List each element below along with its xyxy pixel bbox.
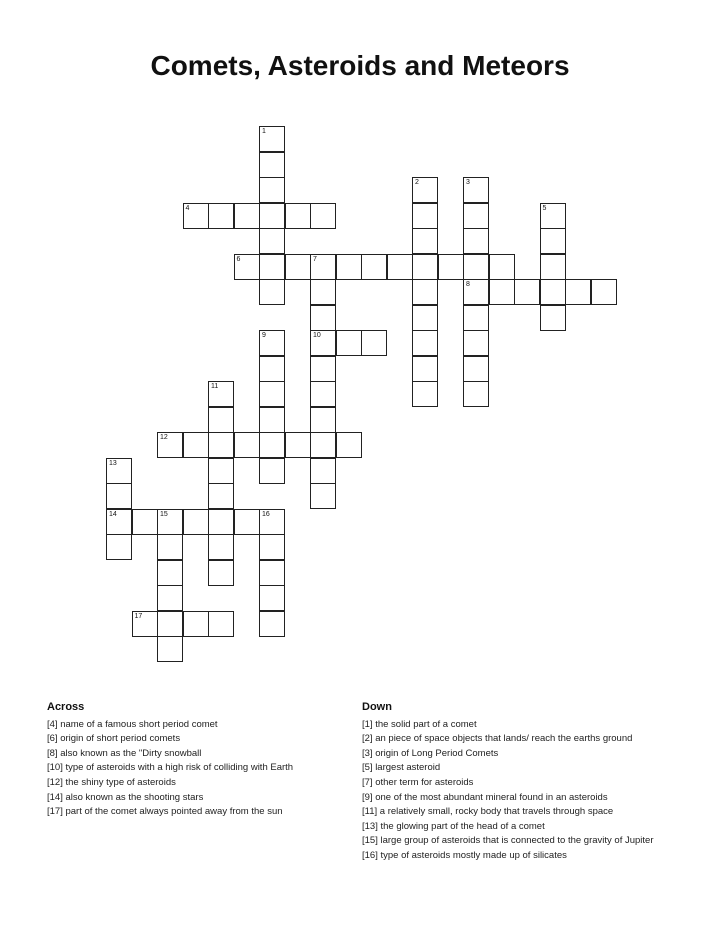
grid-cell[interactable] xyxy=(106,483,132,509)
grid-cell[interactable] xyxy=(310,458,336,484)
grid-cell[interactable] xyxy=(157,534,183,560)
clue-number: 13 xyxy=(109,459,117,467)
grid-cell[interactable] xyxy=(208,432,234,458)
grid-cell[interactable] xyxy=(514,279,540,305)
down-clue: [11] a relatively small, rocky body that travels through space xyxy=(362,806,614,818)
grid-cell[interactable] xyxy=(540,305,566,331)
grid-cell[interactable] xyxy=(208,509,234,535)
grid-cell[interactable] xyxy=(463,279,489,305)
clue-number: 11 xyxy=(211,383,219,390)
clue-number: 4 xyxy=(185,204,190,212)
clue-number: 16 xyxy=(262,510,270,518)
grid-cell[interactable] xyxy=(183,432,209,458)
grid-cell[interactable] xyxy=(361,254,387,280)
grid-cell[interactable] xyxy=(412,254,438,280)
grid-cell[interactable] xyxy=(540,254,566,280)
grid-cell[interactable] xyxy=(310,381,336,407)
clue-number: 2 xyxy=(415,179,419,186)
page-title: Comets, Asteroids and Meteors xyxy=(150,50,570,81)
grid-cell[interactable] xyxy=(106,509,132,535)
grid-cell[interactable] xyxy=(387,254,413,280)
grid-cell[interactable] xyxy=(106,534,132,560)
grid-cell[interactable] xyxy=(208,203,234,229)
clue-number: 10 xyxy=(313,332,321,339)
grid-cell[interactable] xyxy=(157,432,183,458)
grid-cell[interactable] xyxy=(285,203,311,229)
grid-cell[interactable] xyxy=(310,407,336,433)
grid-cell[interactable] xyxy=(259,560,285,586)
grid-cell[interactable] xyxy=(591,279,617,305)
grid-cell[interactable] xyxy=(463,381,489,407)
grid-cell[interactable] xyxy=(463,356,489,382)
grid-cell[interactable] xyxy=(412,330,438,356)
grid-cell[interactable] xyxy=(336,330,362,356)
down-clue: [7] other term for asteroids xyxy=(362,776,474,788)
grid-cell[interactable] xyxy=(208,534,234,560)
down-clues xyxy=(362,700,672,864)
grid-cell[interactable] xyxy=(463,177,489,203)
grid-cell[interactable] xyxy=(412,381,438,407)
down-clue: [9] one of the most abundant mineral found in an asteroids xyxy=(362,791,608,803)
grid-cell[interactable] xyxy=(540,203,566,229)
grid-cell[interactable] xyxy=(463,203,489,229)
grid-cell[interactable] xyxy=(310,279,336,305)
grid-cell[interactable] xyxy=(183,611,209,637)
grid-cell[interactable] xyxy=(438,254,464,280)
grid-cell[interactable] xyxy=(259,432,285,458)
grid-cell[interactable] xyxy=(310,203,336,229)
grid-cell[interactable] xyxy=(106,458,132,484)
down-clue: [15] large group of asteroids that is connected to the gravity of Jupiter xyxy=(362,835,654,847)
grid-cell[interactable] xyxy=(259,330,285,356)
grid-cell[interactable] xyxy=(540,279,566,305)
grid-cell[interactable] xyxy=(234,254,260,280)
down-clue: [3] origin of Long Period Comets xyxy=(362,747,499,759)
clue-number: 7 xyxy=(313,255,317,263)
grid-cell[interactable] xyxy=(157,509,183,535)
grid-cell[interactable] xyxy=(259,228,285,254)
grid-cell[interactable] xyxy=(157,560,183,586)
grid-cell[interactable] xyxy=(259,611,285,637)
grid-cell[interactable] xyxy=(310,305,336,331)
grid-cell[interactable] xyxy=(412,177,438,203)
grid-cell[interactable] xyxy=(489,254,515,280)
across-clue: [8] also known as the "Dirty snowball xyxy=(47,747,202,759)
grid-cell[interactable] xyxy=(259,585,285,611)
grid-cell[interactable] xyxy=(183,509,209,535)
clue-number: 8 xyxy=(466,281,470,288)
grid-cell[interactable] xyxy=(208,611,234,637)
across-clue: [10] type of asteroids with a high risk of colliding with Earth xyxy=(47,762,294,774)
across-clue: [14] also known as the shooting stars xyxy=(47,791,204,803)
grid-cell[interactable] xyxy=(336,254,362,280)
clue-number: 15 xyxy=(160,510,168,518)
grid-cell[interactable] xyxy=(132,611,158,637)
grid-cell[interactable] xyxy=(183,203,209,229)
grid-cell[interactable] xyxy=(310,356,336,382)
grid-cell[interactable] xyxy=(310,432,336,458)
grid-cell[interactable] xyxy=(259,458,285,484)
clue-number: 6 xyxy=(236,255,241,263)
clue-number: 9 xyxy=(262,332,266,339)
grid-cell[interactable] xyxy=(234,203,260,229)
across-clue: [17] part of the comet always pointed away from the sun xyxy=(47,806,283,818)
across-clue: [6] origin of short period comets xyxy=(47,733,181,745)
down-clue: [1] the solid part of a comet xyxy=(362,718,477,730)
grid-cell[interactable] xyxy=(336,432,362,458)
clue-number: 3 xyxy=(466,179,470,186)
grid-cell[interactable] xyxy=(208,407,234,433)
grid-cell[interactable] xyxy=(259,381,285,407)
grid-cell[interactable] xyxy=(208,483,234,509)
down-clue: [16] type of asteroids mostly made up of silicates xyxy=(362,849,567,861)
down-clue: [13] the glowing part of the head of a comet xyxy=(362,820,545,832)
clue-number: 17 xyxy=(134,612,143,620)
grid-cell[interactable] xyxy=(259,356,285,382)
grid-cell[interactable] xyxy=(463,330,489,356)
grid-cell[interactable] xyxy=(565,279,591,305)
grid-cell[interactable] xyxy=(310,330,336,356)
clue-number: 5 xyxy=(542,204,547,212)
grid-cell[interactable] xyxy=(285,432,311,458)
grid-cell[interactable] xyxy=(412,203,438,229)
grid-cell[interactable] xyxy=(412,356,438,382)
grid-cell[interactable] xyxy=(540,228,566,254)
down-clue: [5] largest asteroid xyxy=(362,762,441,774)
down-heading: Down xyxy=(362,701,392,713)
grid-cell[interactable] xyxy=(157,585,183,611)
across-heading: Across xyxy=(47,701,85,713)
grid-cell[interactable] xyxy=(412,279,438,305)
grid-cell[interactable] xyxy=(285,254,311,280)
grid-cell[interactable] xyxy=(463,254,489,280)
grid-cell[interactable] xyxy=(208,560,234,586)
grid-cell[interactable] xyxy=(412,228,438,254)
grid-cell[interactable] xyxy=(259,254,285,280)
grid-cell[interactable] xyxy=(208,458,234,484)
grid-cell[interactable] xyxy=(157,636,183,662)
grid-cell[interactable] xyxy=(310,483,336,509)
grid-cell[interactable] xyxy=(132,509,158,535)
grid-cell[interactable] xyxy=(208,381,234,407)
grid-cell[interactable] xyxy=(157,611,183,637)
grid-cell[interactable] xyxy=(259,152,285,178)
grid-cell[interactable] xyxy=(463,228,489,254)
clue-number: 1 xyxy=(262,128,266,135)
grid-cell[interactable] xyxy=(259,509,285,535)
grid-cell[interactable] xyxy=(489,279,515,305)
grid-cell[interactable] xyxy=(259,177,285,203)
down-clue: [2] an piece of space objects that lands/ reach the earths ground xyxy=(362,733,633,745)
across-clue: [4] name of a famous short period comet xyxy=(47,718,218,730)
grid-cell[interactable] xyxy=(234,432,260,458)
grid-cell[interactable] xyxy=(310,254,336,280)
clue-number: 14 xyxy=(109,510,117,518)
across-clues xyxy=(47,700,347,820)
grid-cell[interactable] xyxy=(259,279,285,305)
clue-number: 12 xyxy=(160,434,168,441)
grid-cell[interactable] xyxy=(259,407,285,433)
grid-cell[interactable] xyxy=(361,330,387,356)
grid-cell[interactable] xyxy=(259,126,285,152)
across-clue: [12] the shiny type of asteroids xyxy=(47,776,176,788)
grid-cell[interactable] xyxy=(259,203,285,229)
grid-cell[interactable] xyxy=(463,305,489,331)
grid-cell[interactable] xyxy=(412,305,438,331)
grid-cell[interactable] xyxy=(259,534,285,560)
grid-cell[interactable] xyxy=(234,509,260,535)
